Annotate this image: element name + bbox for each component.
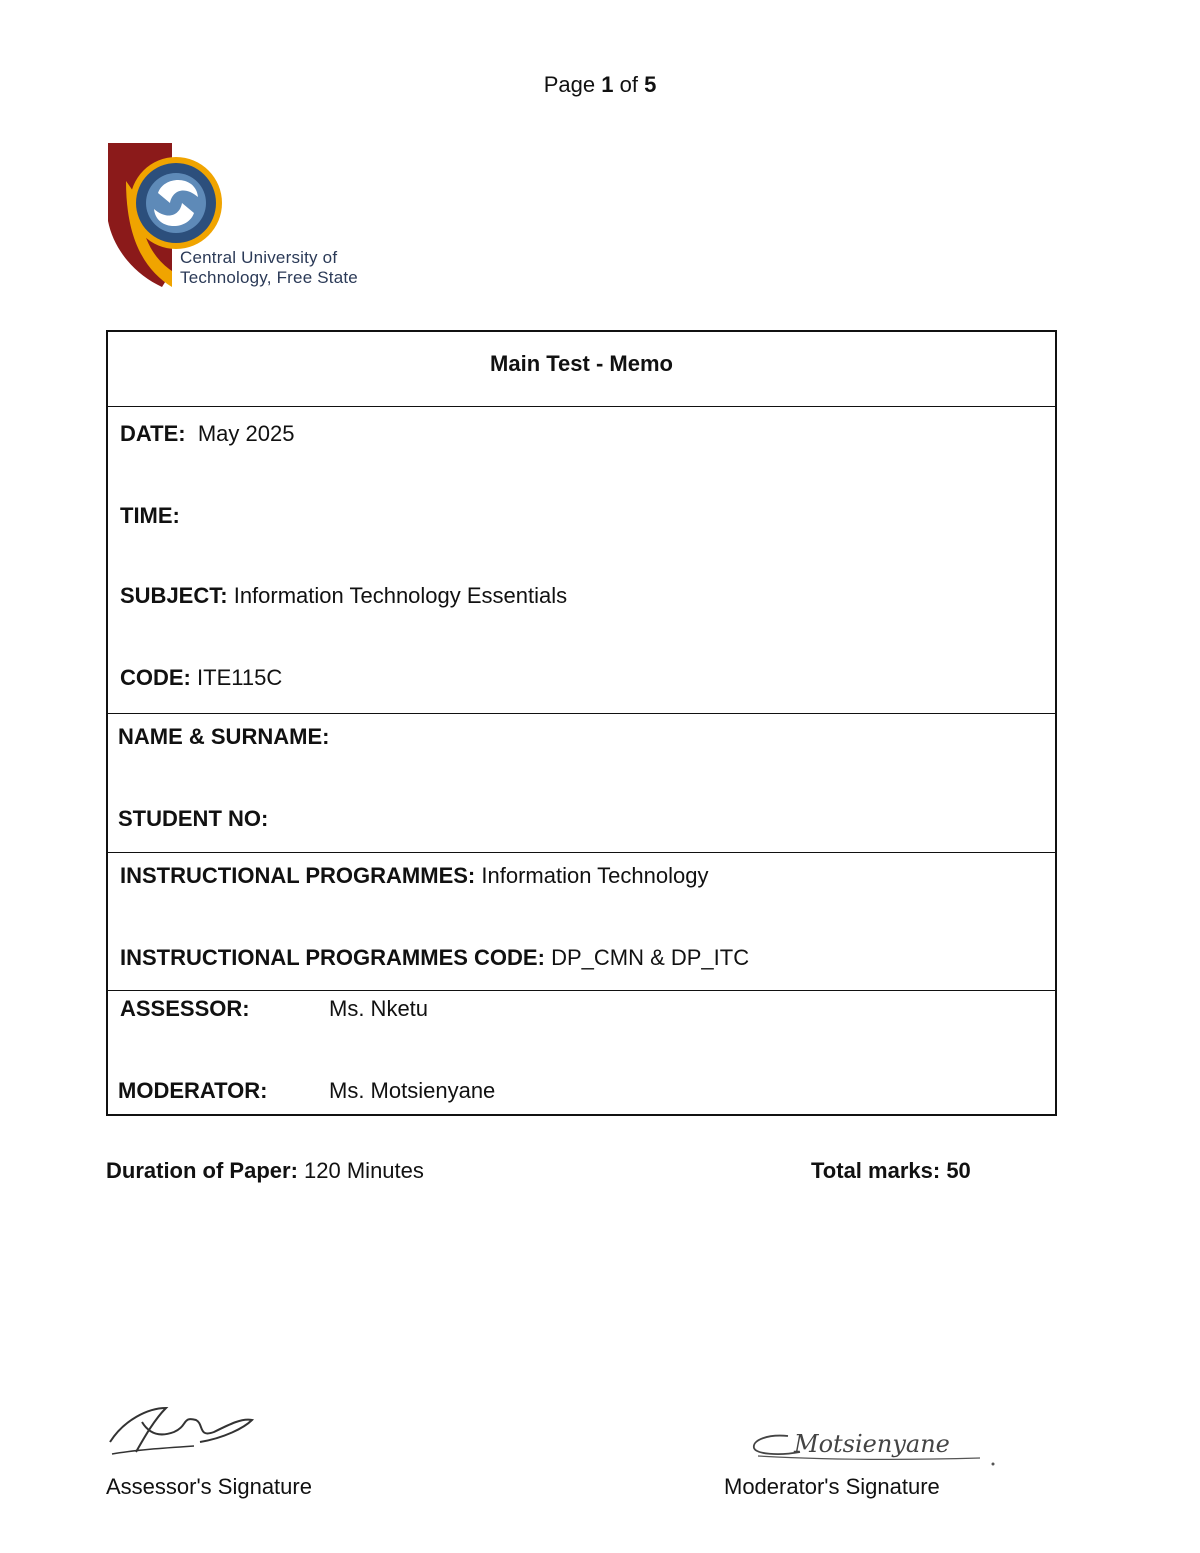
moderator-signature-label: Moderator's Signature — [724, 1474, 940, 1499]
details-section — [108, 407, 1055, 714]
document-title: Main Test - Memo — [490, 351, 673, 376]
moderator-label: MODERATOR: — [118, 1078, 268, 1103]
programmes-field: INSTRUCTIONAL PROGRAMMES: Information Technology — [120, 863, 709, 888]
page-number: Page 1 of 5 — [543, 72, 657, 97]
staff-section — [108, 991, 1055, 1116]
assessor-value: Ms. Nketu — [329, 996, 429, 1021]
code-field: CODE: ITE115C — [120, 665, 283, 690]
title-row — [108, 332, 1055, 407]
name-surname-field: NAME & SURNAME: — [118, 724, 330, 749]
student-number-field: STUDENT NO: — [118, 806, 269, 831]
assessor-label: ASSESSOR: — [120, 996, 250, 1021]
moderator-signature-icon — [748, 1422, 998, 1468]
duration: Duration of Paper: 120 Minutes — [106, 1158, 424, 1183]
time-field: TIME: — [120, 503, 180, 528]
assessor-signature-icon — [104, 1398, 264, 1460]
total-marks: Total marks: 50 — [811, 1158, 971, 1183]
subject-field: SUBJECT: Information Technology Essentials — [120, 583, 568, 608]
student-section — [108, 714, 1055, 853]
programmes-code-field: INSTRUCTIONAL PROGRAMMES CODE: DP_CMN & DP_ITC — [120, 945, 750, 970]
programmes-section — [108, 853, 1055, 991]
logo-text: Central University of Technology, Free State — [180, 248, 358, 287]
assessor-signature-label: Assessor's Signature — [106, 1474, 312, 1499]
date-field: DATE: May 2025 — [120, 421, 295, 446]
cover-table — [106, 330, 1057, 1116]
moderator-value: Ms. Motsienyane — [329, 1078, 496, 1103]
svg-text:Motsienyane: Motsienyane — [794, 1430, 950, 1458]
